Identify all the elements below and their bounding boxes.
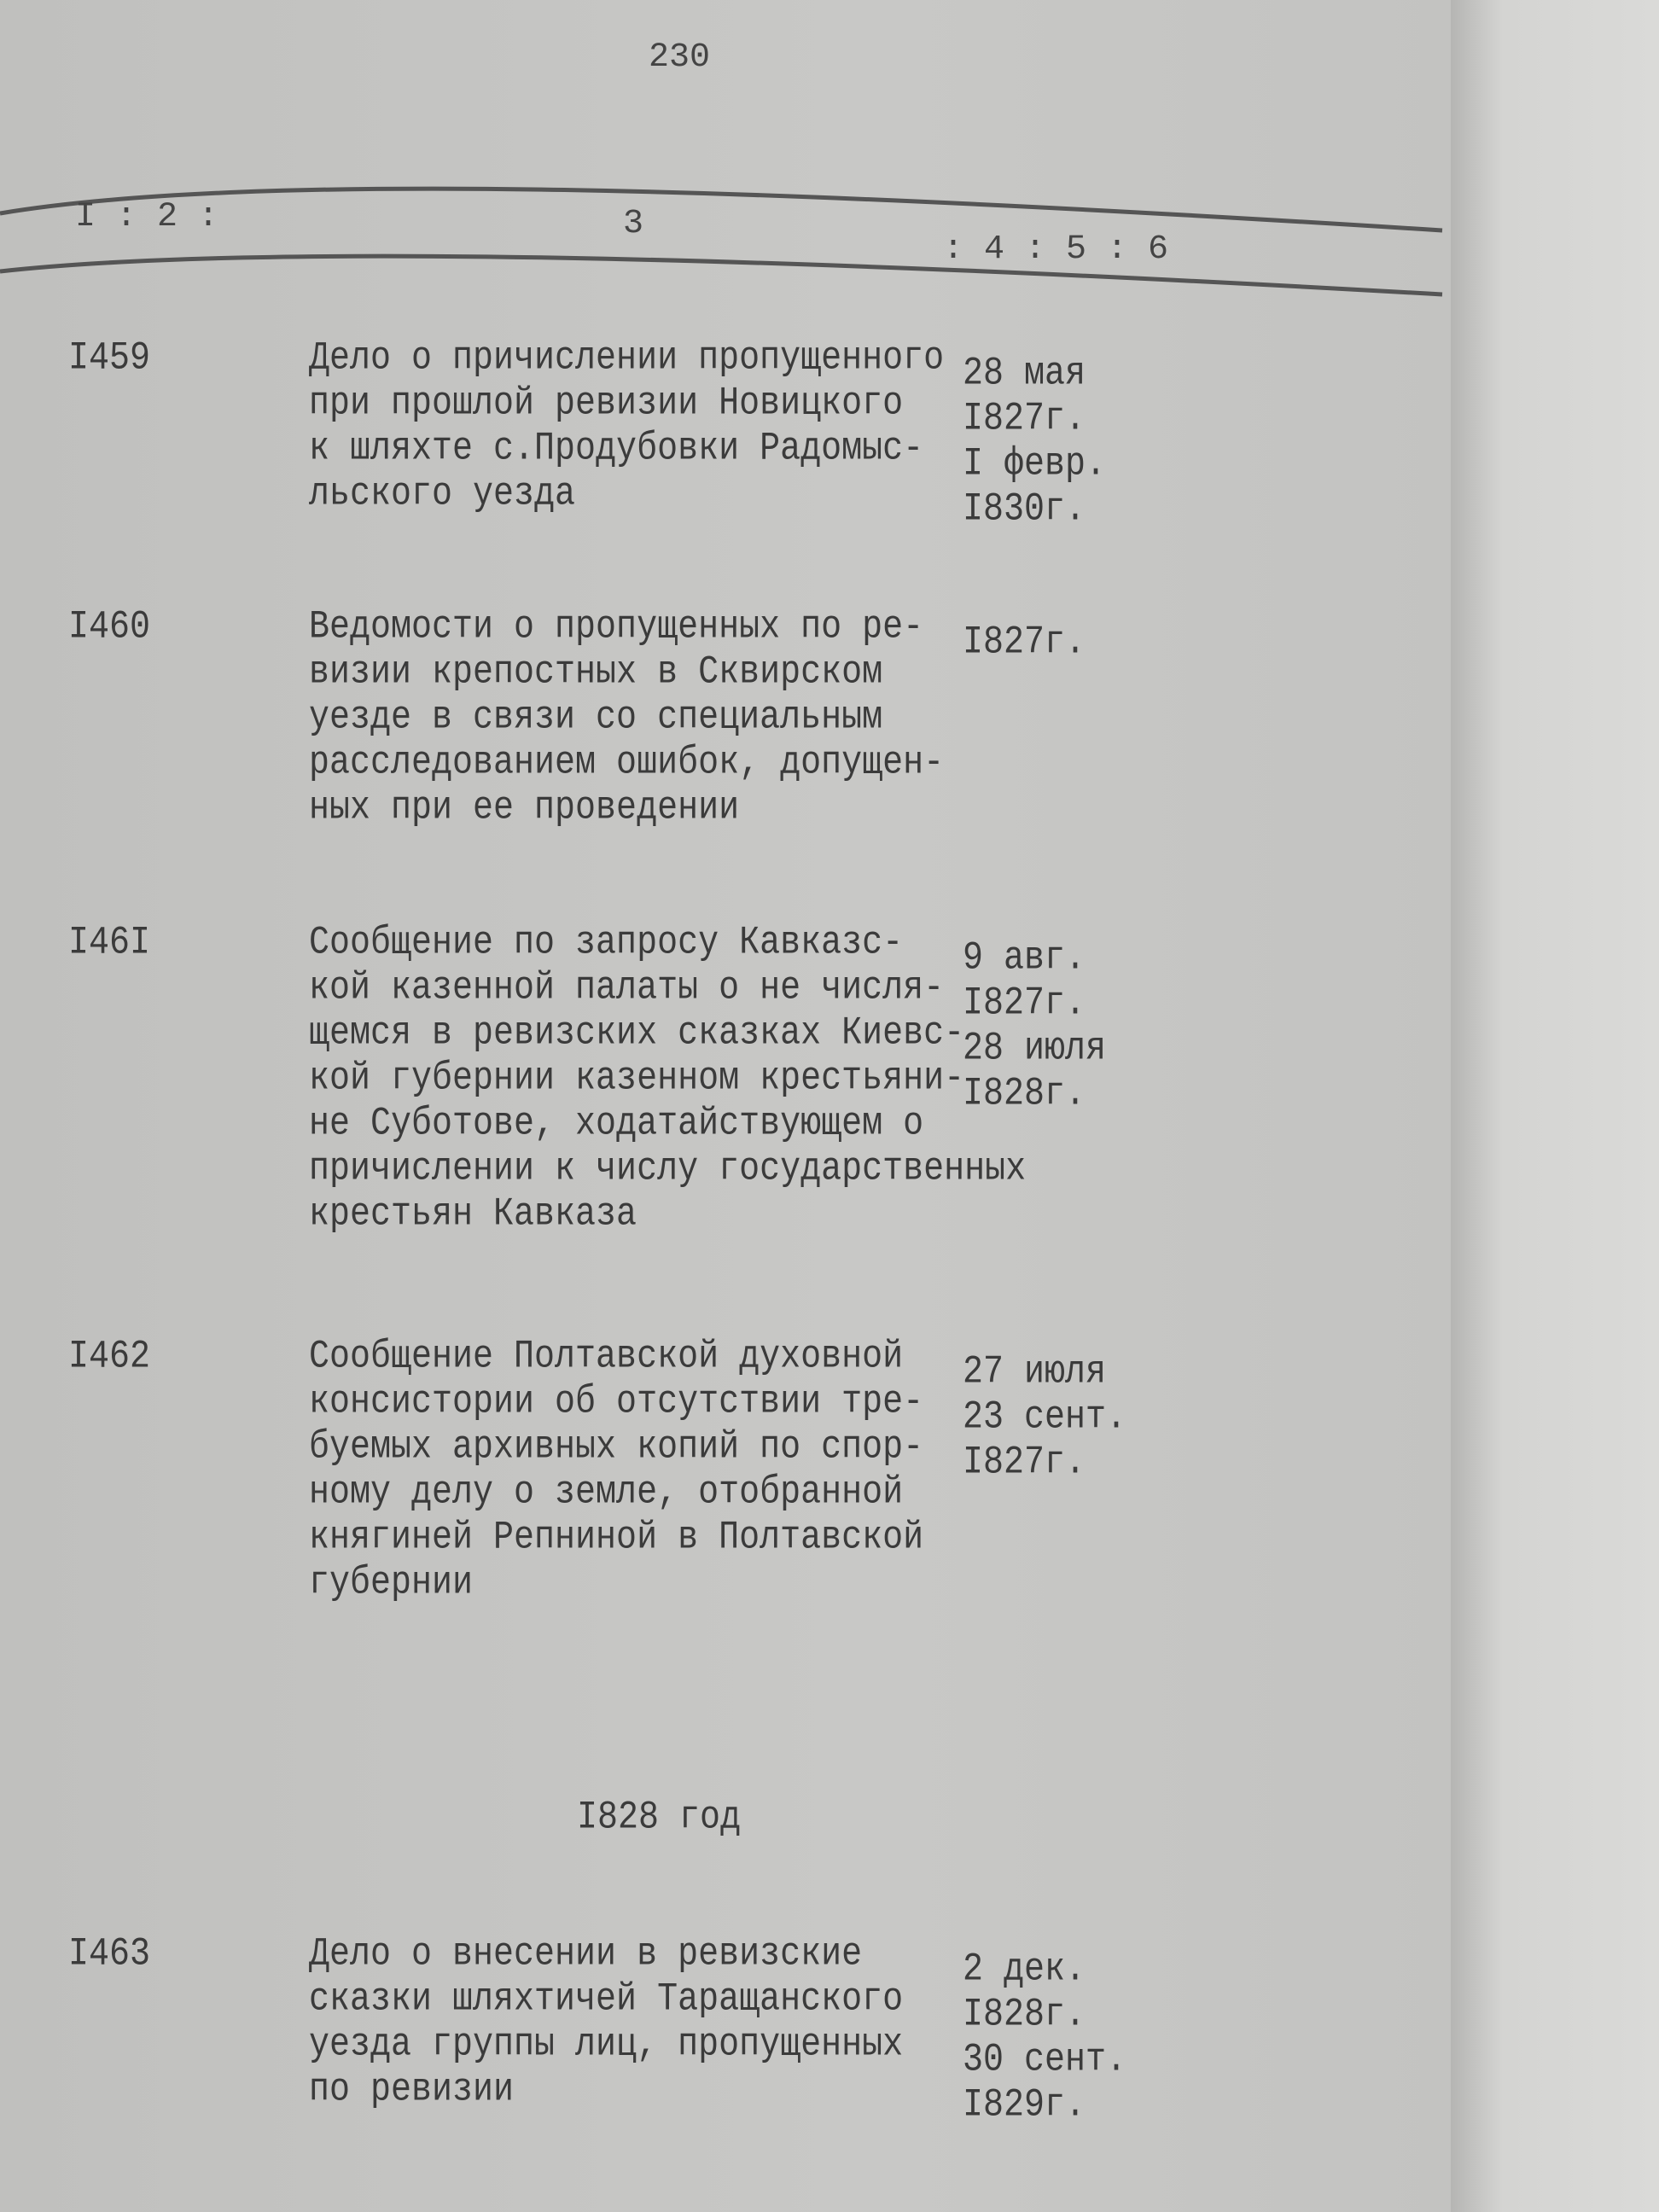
entry-description-line: Дело о причислении пропущенного [309,336,945,381]
entry-description-line: консистории об отсутствии тре- [309,1380,924,1425]
entry-date: 23 сент. [963,1395,1127,1441]
entry-description-line: при прошлой ревизии Новицкого [309,381,904,427]
entry-description-line: ных при ее проведении [309,786,740,831]
entry-date: I827г. [963,397,1086,442]
column-header-4-5-6: : 4 : 5 : 6 [943,230,1169,269]
entry-description-line: буемых архивных копий по спор- [309,1425,924,1470]
entry-number: I462 [68,1335,151,1380]
entry-date: 9 авг. [963,936,1086,981]
entry-date: 2 дек. [963,1947,1086,1993]
entry-description-line: Сообщение Полтавской духовной [309,1335,904,1380]
entry-description-line: щемся в ревизских сказках Киевс- [309,1011,965,1057]
entry-date: I829г. [963,2083,1086,2128]
entry-date: 28 июля [963,1027,1107,1072]
entry-description-line: кой губернии казенном крестьяни- [309,1057,965,1102]
entry-number: I460 [68,605,151,650]
entry-description-line: губернии [309,1561,474,1606]
page-number: 230 [649,38,711,77]
entry-description-line: Сообщение по запросу Кавказс- [309,921,904,966]
entry-date: I828г. [963,1072,1086,1117]
entry-number: I46I [68,921,151,966]
entry-number: I459 [68,336,151,381]
entry-description-line: расследованием ошибок, допущен- [309,741,945,786]
column-header-1-2: I : 2 : [75,198,219,236]
entry-date: 27 июля [963,1350,1107,1395]
entry-description-line: княгиней Репниной в Полтавской [309,1516,924,1561]
entry-description-line: Дело о внесении в ревизские [309,1932,863,1977]
entry-date: I828г. [963,1993,1086,2038]
entry-number: I463 [68,1932,151,1977]
entry-description-line: ному делу о земле, отобранной [309,1470,904,1516]
entry-description-line: не Суботове, ходатайствующем о [309,1102,924,1147]
entry-date: I830г. [963,487,1086,533]
entry-date: 30 сент. [963,2038,1127,2083]
entry-description-line: по ревизии [309,2068,515,2113]
header-bottom-rule [0,256,1442,294]
entry-description-line: сказки шляхтичей Таращанского [309,1977,904,2023]
entry-description-line: льского уезда [309,472,576,517]
entry-description-line: крестьян Кавказа [309,1192,637,1237]
entry-date: I827г. [963,981,1086,1027]
entry-description-line: к шляхте с.Продубовки Радомыс- [309,427,924,472]
entry-description-line: уезде в связи со специальным [309,696,883,741]
entry-description-line: уезда группы лиц, пропущенных [309,2023,904,2068]
entry-description-line: причислении к числу государственных [309,1147,1027,1192]
entry-date: 28 мая [963,352,1086,397]
entry-description-line: визии крепостных в Сквирском [309,650,883,696]
entry-date: I февр. [963,442,1107,487]
entry-description-line: кой казенной палаты о не числя- [309,966,945,1011]
entry-date: I827г. [963,1441,1086,1486]
section-heading: I828 год [577,1796,742,1841]
entry-description-line: Ведомости о пропущенных по ре- [309,605,924,650]
entry-date: I827г. [963,620,1086,666]
column-header-3: 3 [623,205,644,243]
